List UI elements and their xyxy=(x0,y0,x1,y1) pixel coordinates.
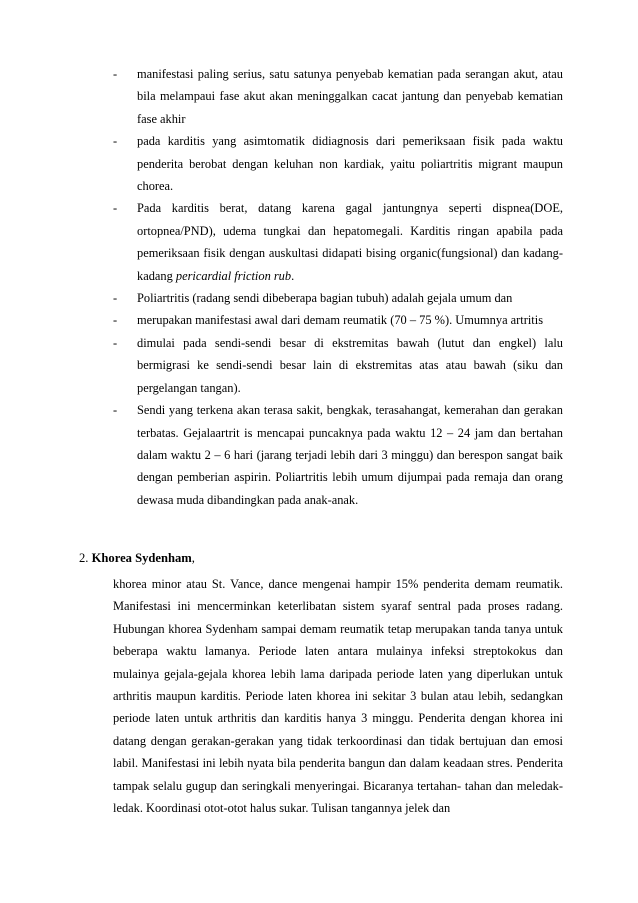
section-number: 2. xyxy=(79,551,89,565)
list-item xyxy=(113,287,563,309)
bullet-dash: - xyxy=(113,403,118,418)
bullet-text: dimulai pada sendi-sendi besar di ekstremitas bawah (lutut dan engkel) lalu bermigrasi ke sendi-sendi besar lain di ekstremitas atas atau bawah (siku dan pergelangan tangan). xyxy=(137,335,563,395)
list-item xyxy=(113,197,563,287)
section-heading xyxy=(79,547,195,569)
bullet-text-group xyxy=(137,197,563,287)
list-item xyxy=(113,63,563,130)
bullet-dash: - xyxy=(113,201,118,216)
bullet-dash: - xyxy=(113,291,118,306)
bullet-text: merupakan manifestasi awal dari demam reumatik (70 – 75 %). Umumnya artritis xyxy=(137,313,544,328)
list-item xyxy=(113,309,563,331)
bullet-text: manifestasi paling serius, satu satunya penyebab kematian pada serangan akut, atau bila melampaui fase akut akan meninggalkan cacat jantung dan penyebab kematian fase akhir xyxy=(137,67,563,126)
section-title-comma: , xyxy=(191,551,195,565)
list-item xyxy=(113,130,563,197)
section-paragraph: khorea minor atau St. Vance, dance mengenai hampir 15% penderita demam reumatik. Manifestasi ini mencerminkan keterlibatan sistem syaraf sentral pada proses radang. Hubungan khorea Sydenham sampai demam reumatik tetap merupakan tanda tanya untuk beberapa waktu lamanya. Periode laten antara mulainya infeksi streptokokus dan mulainya gejala-gejala khorea lebih lama daripada periode laten yang diperlukan untuk arthritis maupun karditis. Periode laten khorea ini sekitar 3 bulan atau lebih, sedangkan periode laten untuk arthritis dan karditis hanya 3 minggu. Penderita dengan khorea ini datang dengan gerakan-gerakan yang tidak terkoordinasi dan tidak bertujuan dan emosi labil. Manifestasi ini lebih nyata bila penderita bangun dan dalam keadaan stres. Penderita tampak selalu gugup dan seringkali menyeringai. Bicaranya tertahan- tahan dan meledak-ledak. Koordinasi otot-otot halus sukar. Tulisan tangannya jelek dan xyxy=(113,577,563,816)
bullet-dash: - xyxy=(113,313,118,328)
bullet-text: Poliartritis (radang sendi dibeberapa bagian tubuh) adalah gejala umum dan xyxy=(137,291,513,306)
bullet-dash: - xyxy=(113,335,118,350)
italic-term: pericardial friction rub xyxy=(175,268,292,283)
bullet-text: Sendi yang terkena akan terasa sakit, bengkak, terasahangat, kemerahan dan gerakan terbatas. Gejalaartrit is mencapai puncaknya pada waktu 12 – 24 jam dan bertahan dalam waktu 2 – 6 hari (jarang terjadi lebih dari 3 minggu) dan berespon sangat baik dengan pemberian aspirin. Poliartritis lebih umum dijumpai pada remaja dan orang dewasa muda dibandingkan pada anak-anak. xyxy=(137,403,563,507)
bullet-list xyxy=(113,63,563,511)
bullet-dash: - xyxy=(113,67,118,81)
bullet-text: pada karditis yang asimtomatik didiagnosis dari pemeriksaan fisik pada waktu penderita berobat dengan keluhan non kardiak, yaitu poliartritis migrant maupun chorea. xyxy=(137,134,563,194)
bullet-text-end: . xyxy=(291,268,295,283)
list-item xyxy=(113,332,563,399)
list-item xyxy=(113,399,563,511)
section-title: Khorea Sydenham xyxy=(91,551,192,565)
bullet-dash: - xyxy=(113,134,118,149)
bullet-text: Pada karditis berat, datang karena gagal jantungnya seperti dispnea(DOE, ortopnea/PND), udema tungkai dan hepatomegali. Karditis ringan apabila pada pemeriksaan fisik dengan auskultasi didapati bising organic(fungsional) dan kadang-kadang xyxy=(137,201,563,283)
